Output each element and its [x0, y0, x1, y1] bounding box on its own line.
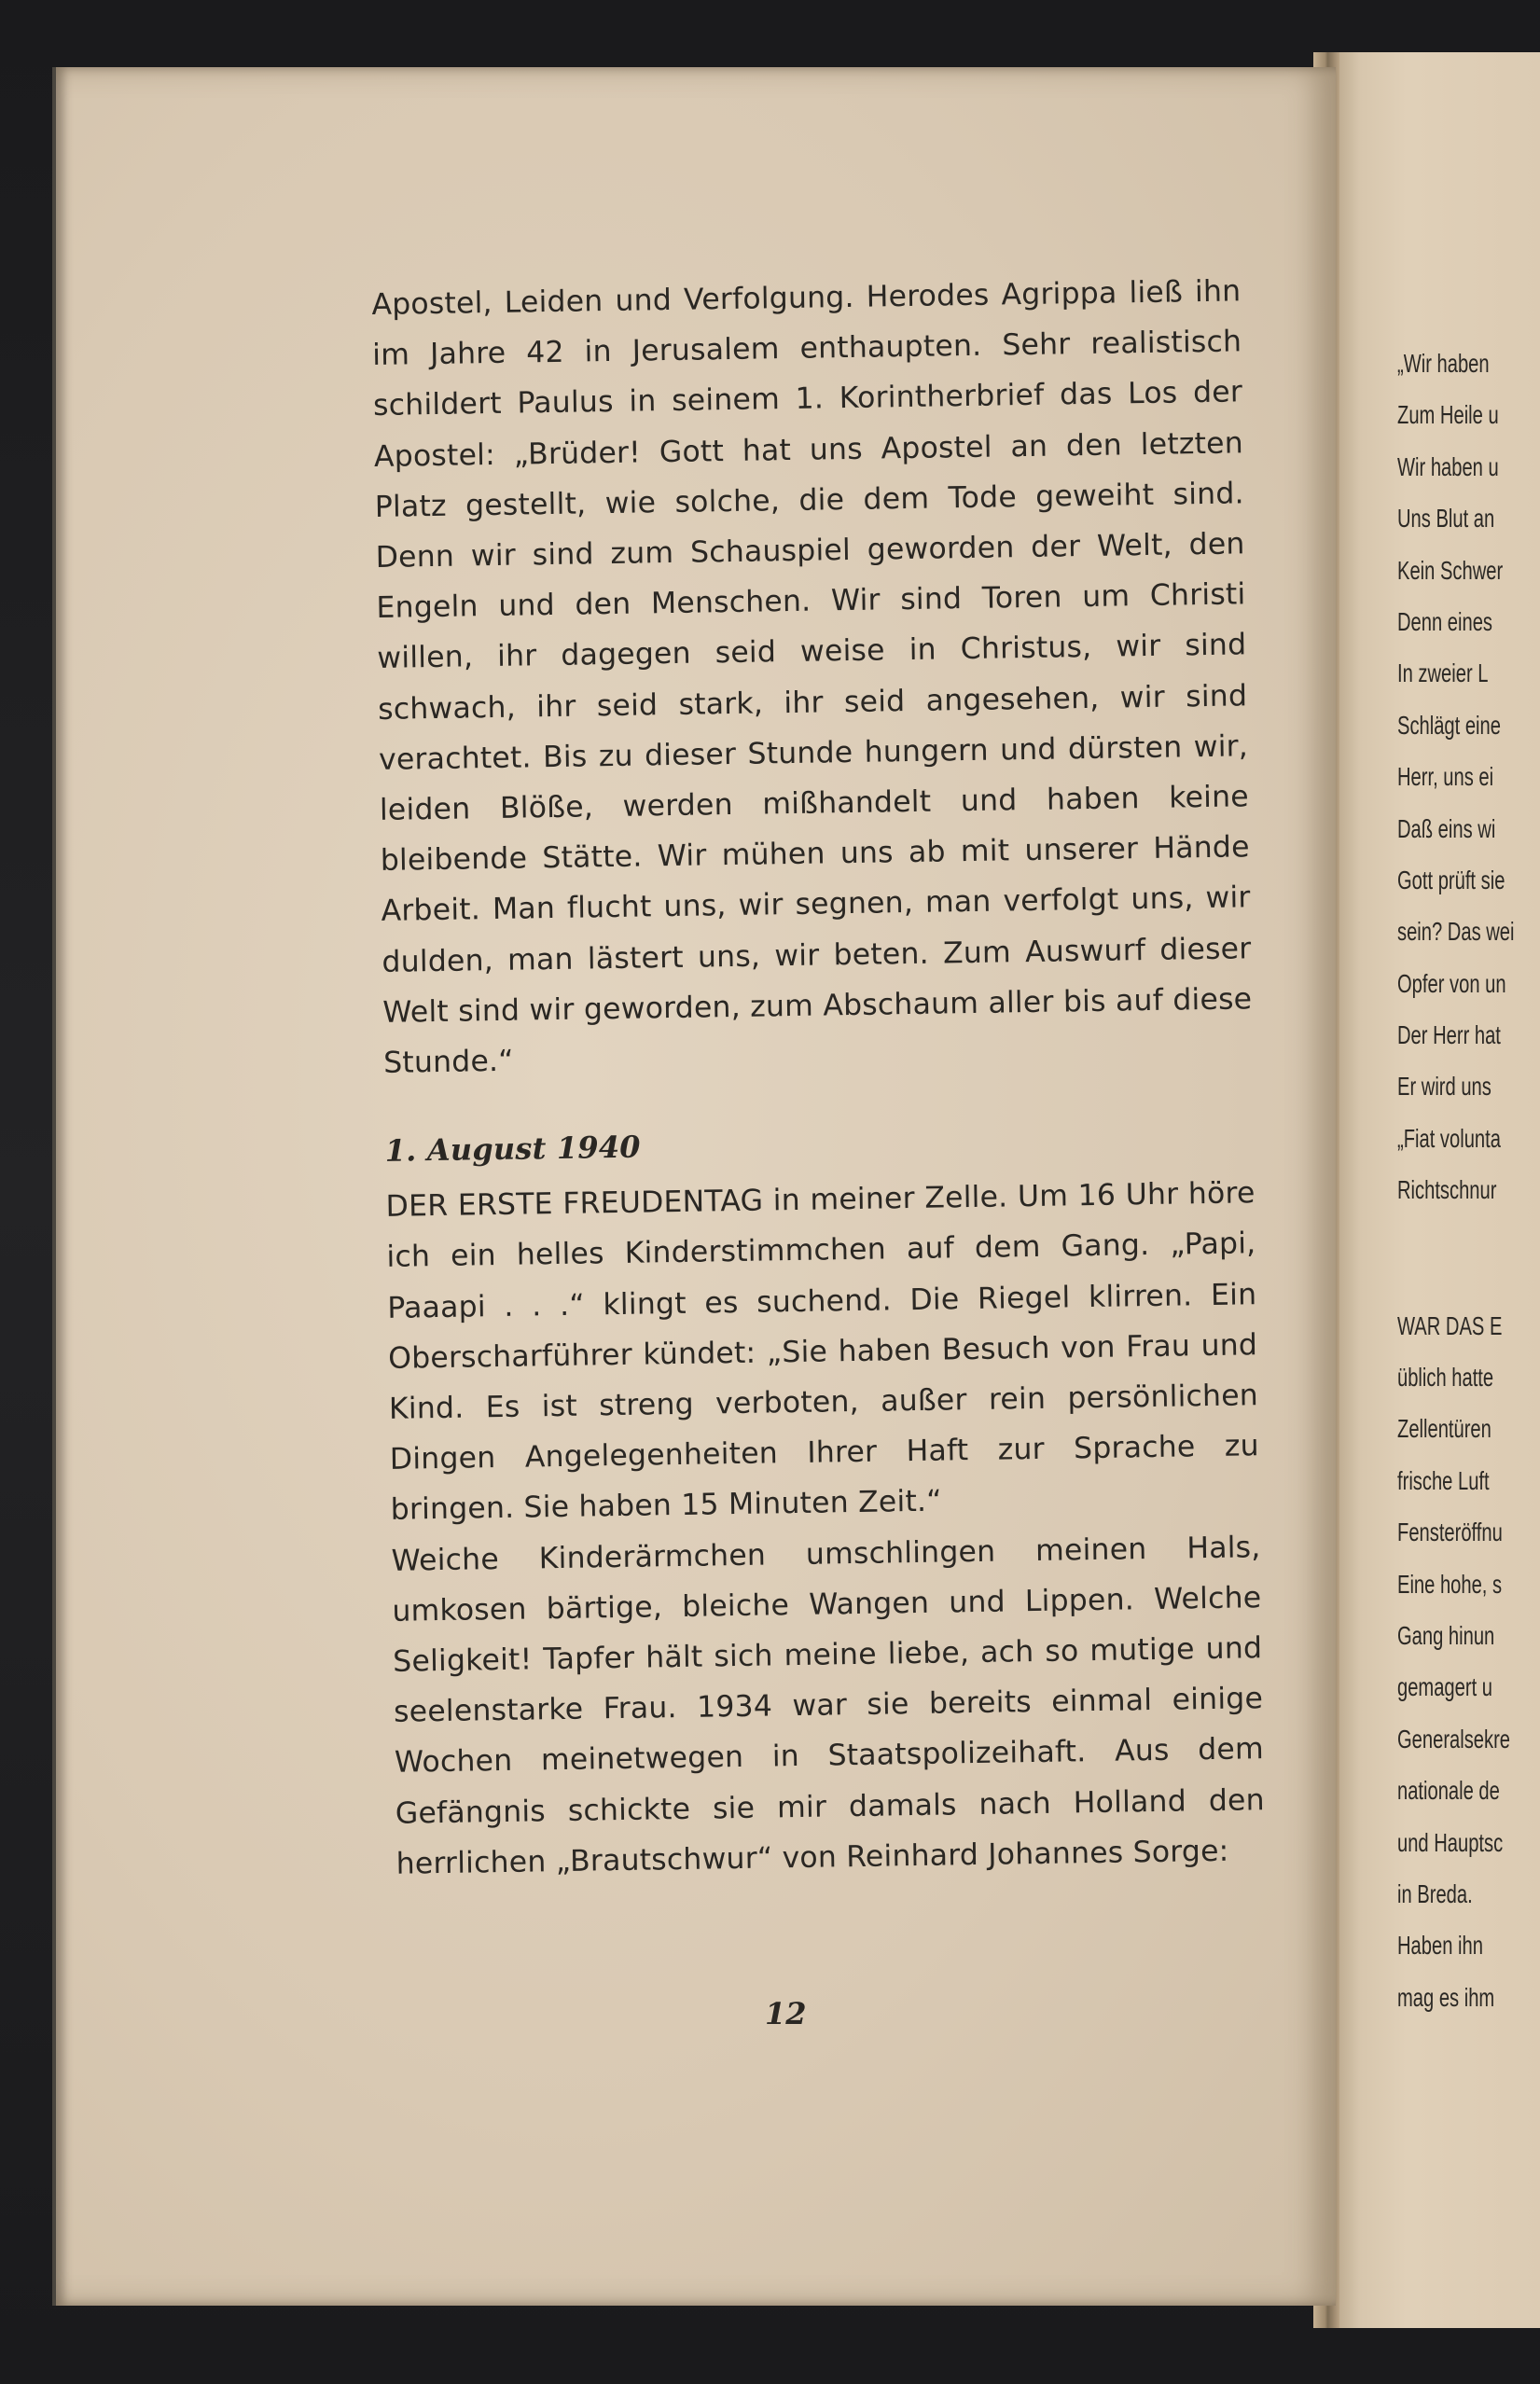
right-page-line: Uns Blut an — [1397, 504, 1495, 534]
right-page-line: In zweier L — [1397, 658, 1489, 688]
right-page-line: Der Herr hat — [1397, 1020, 1501, 1050]
right-page-line: „Fiat volunta — [1397, 1123, 1501, 1153]
right-page-gap — [1397, 1216, 1540, 1300]
right-page-line: und Hauptsc — [1397, 1827, 1504, 1857]
right-page-line: frische Luft — [1397, 1465, 1490, 1495]
right-page-line: Haben ihn — [1397, 1931, 1483, 1961]
right-page-line: Gang hinun — [1397, 1620, 1495, 1650]
right-page-text — [1397, 338, 1540, 2023]
left-page-text — [371, 266, 1266, 1890]
right-page-line: Er wird uns — [1397, 1072, 1491, 1102]
page-number: 12 — [765, 1996, 807, 2031]
right-page-line: in Breda. — [1397, 1878, 1473, 1908]
right-page-line: üblich hatte — [1397, 1363, 1494, 1393]
paragraph-freudentag: DER ERSTE FREUDENTAG in meiner Zelle. Um 16 Uhr höre ich ein helles Kinderstimmchen auf dem Gang. „Papi, Paaapi . . .“ klingt es suchend. Die Riegel klirren. Ein Oberscharführer kündet: „Sie haben Besuch von Frau und Kind. Es ist streng verboten, außer rein persönlichen Dingen Angelegenheiten Ihrer Haft zur Sprache zu bringen. Sie haben 15 Minuten Zeit.“ — [385, 1176, 1260, 1528]
right-page-line: Schlägt eine — [1397, 710, 1501, 740]
right-page-line: Denn eines — [1397, 606, 1492, 636]
right-page-line: Opfer von un — [1397, 968, 1506, 998]
date-heading: 1. August 1940 — [384, 1129, 642, 1170]
right-page-line: Gott prüft sie — [1397, 865, 1505, 894]
right-page-line: gemagert u — [1397, 1672, 1492, 1702]
right-page-line: Richtschnur — [1397, 1175, 1497, 1205]
right-page-line: Zellentüren — [1397, 1414, 1491, 1444]
right-page-line: nationale de — [1397, 1776, 1500, 1806]
right-page-line: Daß eins wi — [1397, 813, 1496, 843]
right-page-line: Fensteröffnu — [1397, 1518, 1503, 1547]
right-page — [1332, 52, 1540, 2328]
right-page-line: Wir haben u — [1397, 451, 1499, 481]
right-page-line: WAR DAS E — [1397, 1310, 1503, 1340]
right-page-line: Eine hohe, s — [1397, 1569, 1503, 1599]
right-page-line: „Wir haben — [1397, 349, 1490, 378]
paragraph-kinderaermchen: Weiche Kinderärmchen umschlingen meinen Hals, umkosen bärtige, bleiche Wangen und Lippen. Welche Seligkeit! Tapfer hält sich meine liebe, ach so mutige und seelenstarke Frau. 1934 war sie bereits einmal einige Wochen meinetwegen in Staatspolizeihaft. Aus dem Gefängnis schickte sie mir damals nach Holland den herrlichen „Brautschwur“ von Reinhard Johannes Sorge: — [391, 1530, 1266, 1881]
right-page-line: mag es ihm — [1397, 1982, 1495, 2012]
right-page-line: Kein Schwer — [1397, 555, 1504, 585]
right-page-line: sein? Das wei — [1397, 917, 1515, 947]
right-page-line: Zum Heile u — [1397, 400, 1499, 430]
paragraph-apostel: Apostel, Leiden und Verfolgung. Herodes Agrippa ließ ihn im Jahre 42 in Jerusalem enthaupten. Sehr realistisch schildert Paulus in seinem 1. Korintherbrief das Los der Apostel: „Brüder! Gott hat uns Apostel an den letzten Platz gestellt, wie solche, die dem Tode geweiht sind. Denn wir sind zum Schauspiel geworden der Welt, den Engeln und den Menschen. Wir sind Toren um Christi willen, ihr dagegen seid weise in Christus, wir sind schwach, ihr seid stark, ihr seid angesehen, wir sind verachtet. Bis zu dieser Stunde hungern und dürsten wir, leiden Blöße, werden mißhandelt und haben keine bleibende Stätte. Wir mühen uns ab mit unserer Hände Arbeit. Man flucht uns, wir segnen, man verfolgt uns, wir dulden, man lästert uns, wir beten. Zum Auswurf dieser Welt sind wir geworden, zum Abschaum aller bis auf diese Stunde.“ — [371, 274, 1253, 1080]
right-page-line: Generalsekre — [1397, 1724, 1511, 1753]
right-page-line: Herr, uns ei — [1397, 762, 1494, 792]
